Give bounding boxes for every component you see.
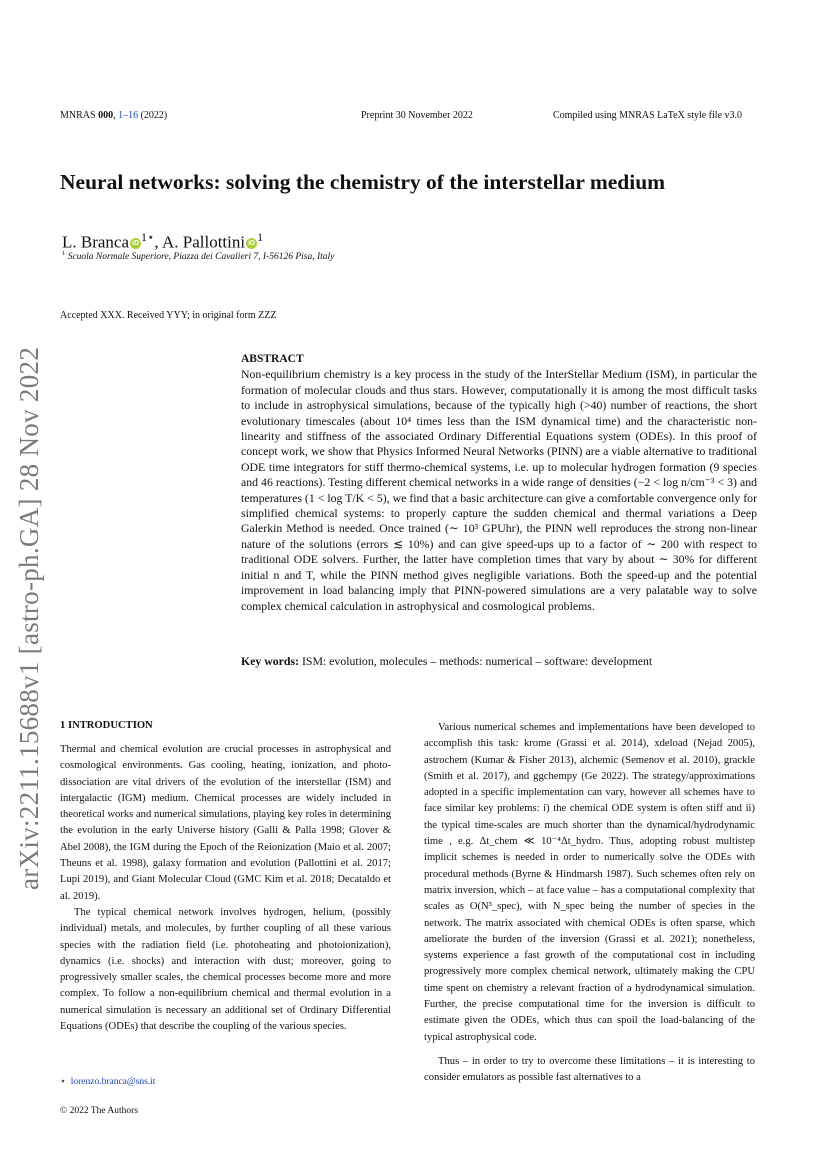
paragraph: Thermal and chemical evolution are crucial processes in astrophysical and cosmological environments. Gas cooling, heating, ionization, and photo-dissociation are vital drivers of the evolution of the interstellar (ISM) and intergalactic (IGM) medium. Chemical processes are widely included in theoretical works and numerical simulations, playing key roles in determining the evolution in the early Universe history (Galli & Palla 1998; Glover & Abel 2008), the IGM during the Epoch of the Reionization (Maio et al. 2007; Theuns et al. 1998), galaxy formation and evolution (Pallottini et al. 2017; Lupi 2019), and Giant Molecular Cloud (GMC Kim et al. 2018; Decataldo et al. 2019). — [60, 744, 391, 902]
running-header-preprint: Preprint 30 November 2022 — [361, 110, 473, 121]
author-email-link[interactable]: lorenzo.branca@sns.it — [70, 1077, 156, 1087]
page-range-link[interactable]: 1–16 — [118, 110, 139, 121]
keywords — [241, 654, 757, 669]
keywords-label: Key words: — [241, 654, 299, 668]
running-header-journal: MNRAS 000, 1–16 (2022) — [60, 110, 168, 121]
orcid-icon[interactable]: iD — [132, 239, 140, 247]
body-column-left — [60, 742, 391, 1035]
abstract-body: Non-equilibrium chemistry is a key process in the study of the InterStellar Medium (ISM), in particular the formation of molecular clouds and thus stars. However, computationally it is among the most difficult tasks to include in astrophysical simulations, because of the typically high (>40) number of reactions, the short evolutionary timescales (about 10⁴ times less than the ISM dynamical time) and the characteristic non-linearity and stiffness of the associated Ordinary Differential Equations system (ODEs). In this proof of concept work, we show that Physics Informed Neural Networks (PINN) are a viable alternative to traditional ODE time integrators for stiff thermo-chemical systems, i.e. up to molecular hydrogen formation (9 species and 46 reactions). Testing different chemical networks in a wide range of densities (−2 < log n/cm⁻³ < 3) and temperatures (1 < log T/K < 5), we find that a basic architecture can give a comfortable convergence only for simplified chemical systems: to properly capture the sudden chemical and thermal variations a Deep Galerkin Method is needed. Once trained (∼ 10³ GPUhr), the PINN well reproduces the strong non-linear nature of the solutions (errors ≲ 10%) and can give speed-ups up to a factor of ∼ 200 with respect to traditional ODE solvers. Further, the latter have completion times that vary by about ∼ 30% for different initial n and T, while the PINN method gives negligible variations. Both the speed-up and the potential improvement in load balancing imply that PINN-powered simulations are a very palatable way to solve complex chemical calculation in astrophysical and cosmological problems. — [241, 367, 757, 613]
abstract-heading: ABSTRACT — [241, 353, 304, 365]
author-name: L. Branca — [62, 232, 130, 252]
abstract — [241, 352, 757, 614]
body-column-right — [424, 720, 755, 1087]
section-heading: 1 INTRODUCTION — [60, 720, 153, 731]
paragraph: Thus – in order to try to overcome these limitations – it is interesting to consider emulators as possible fast alternatives to a — [424, 1055, 755, 1084]
footnote — [60, 1076, 155, 1087]
footnote-star-icon: ⋆ — [60, 1077, 66, 1087]
affiliation: $^1$ Scuola Normale Superiore, Piazza dei Cavalieri 7, I-56126 Pisa, Italy — [62, 250, 335, 263]
author-list: L. Branca iD $^{1⋆}$, A. Pallottini iD $^1$ — [62, 230, 264, 252]
keywords-text: ISM: evolution, molecules – methods: numerical – software: development — [301, 654, 653, 668]
author-name: A. Pallottini — [161, 232, 246, 252]
arxiv-identifier-stamp: arXiv:2211.15688v1 [astro-ph.GA] 28 Nov 2022 — [14, 346, 44, 890]
copyright-notice: © 2022 The Authors — [60, 1106, 139, 1116]
received-accepted-line: Accepted XXX. Received YYY; in original form ZZZ — [60, 310, 277, 321]
paper-title: Neural networks: solving the chemistry of the interstellar medium — [60, 170, 666, 194]
paragraph: The typical chemical network involves hydrogen, helium, (possibly individual) metals, and molecules, by further coupling of all these various species with the radiation field (i.e. photoheating and photoionization), dynamics (i.e. shocks) and interaction with dust; moreover, going to progressively smaller scales, the chemical processes become more and more complex. To follow a non-equilibrium chemical and thermal evolution in a numerical simulation is necessary an additional set of Ordinary Differential Equations (ODEs) that describe the coupling of the various species. — [60, 906, 391, 1033]
paragraph: Various numerical schemes and implementations have been developed to accomplish this task: krome (Grassi et al. 2014), xdeload (Nejad 2005), astrochem (Kumar & Fisher 2013), alchemic (Semenov et al. 2010), grackle (Smith et al. 2017), and ggchempy (Ge 2022). The strategy/approximations adopted in a specific implementation can vary, however all schemes have to face similar key problems: i) the chemical ODE system is often stiff and ii) the typical time-scales are much shorter than the dynamical/hydrodynamic time , e.g. Δt_chem ≪ 10⁻⁴Δt_hydro. Thus, adopting robust multistep implicit schemes is needed in order to numerically solve the ODEs with procedural methods (Byrne & Hindmarsh 1987). Such schemes often rely on matrix inversion, which – at face value – has a computational complexity that scales as O(N³_spec), with N_spec being the number of species in the network. The matrix associated with chemical ODEs is often sparse, which ameliorate the burden of the inversion (Grassi et al. 2021); nonetheless, systems experience a fast growth of the computational cost in including progressively more complex chemical network, ultimately making the CPU time spent on chemistry a relevant fraction of a hydrodynamical simulation. Further, the precise computational time for the inversion is difficult to estimate given the ODEs, which thus can spoil the load-balancing of the typical astrophysical code. — [424, 722, 755, 1043]
orcid-icon[interactable]: iD — [248, 239, 256, 247]
running-header-compiled: Compiled using MNRAS LaTeX style file v3.0 — [553, 110, 743, 121]
